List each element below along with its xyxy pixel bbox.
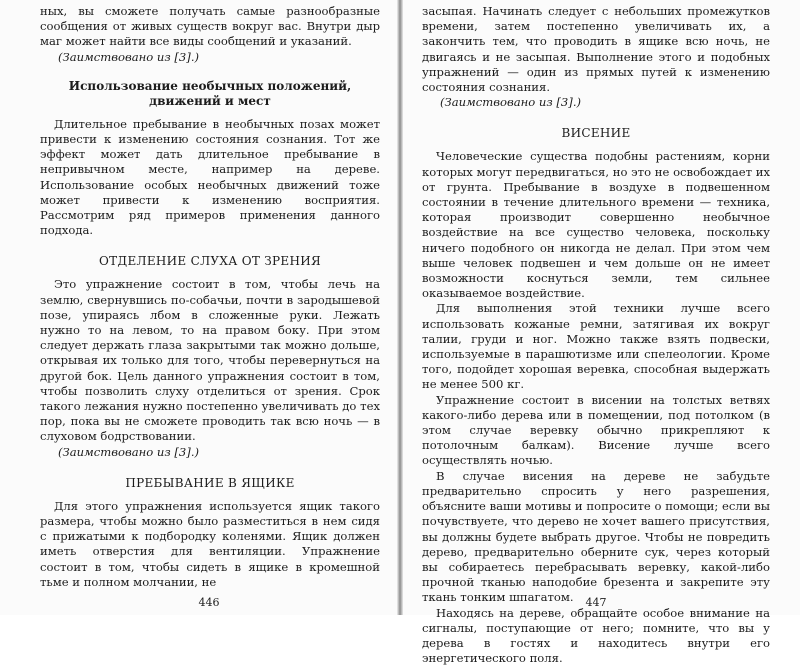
paragraph: В случае висения на дереве не забудьте предварительно спросить у него разрешения, объясните ваши мотивы и попросите о помощи; если вы почувствуете, что дерево не хочет вашего присутствия, вы должны будете выбрать другое. Чтобы не повредить дерево, предварительно оберните сук, через который вы собираетесь перебрасывать веревку, какой-либо прочной тканью наподобие брезента и закрепите эту ткань тонким шпагатом. — [422, 468, 770, 605]
paragraph: Находясь на дереве, обращайте особое внимание на сигналы, поступающие от него; помните, что вы у дерева в гостях и находитесь внутри его энергетического поля. — [422, 605, 770, 666]
paragraph: засыпая. Начинать следует с небольших промежутков времени, затем постепенно увеличивать их, а закончить тем, что проводить в ящике всю ночь, не двигаясь и не засыпая. Выполнение этого и подобных упражнений — один из прямых путей к изменению состояния сознания. — [422, 4, 770, 95]
subsection-heading: ПРЕБЫВАНИЕ В ЯЩИКЕ — [125, 475, 295, 490]
page-number: 447 — [585, 596, 607, 609]
citation: (Заимствовано из [3].) — [58, 49, 200, 64]
paragraph: Для этого упражнения используется ящик такого размера, чтобы можно было разместиться в нем сидя с прижатыми к подбородку коленями. Ящик должен иметь отверстия для вентиляции. Упражнение состоит в том, чтобы сидеть в ящике в кромешной тьме и полном молчании, не — [40, 498, 380, 589]
right-page — [402, 0, 800, 666]
paragraph: ных, вы сможете получать самые разнообразные сообщения от живых существ вокруг вас. Внутри дыр маг может найти все виды сообщений и указаний. — [40, 4, 380, 49]
citation: (Заимствовано из [3].) — [58, 444, 200, 459]
paragraph: Длительное пребывание в необычных позах может привести к изменению состояния сознания. Тот же эффект может дать длительное пребывание в непривычном месте, например на дереве. Использование особых необычных движений тоже может привести к изменению восприятия. Рассмотрим ряд примеров применения данного подхода. — [40, 116, 380, 238]
left-page — [0, 0, 398, 615]
section-heading — [40, 79, 380, 109]
subsection-heading: ВИСЕНИЕ — [561, 126, 631, 141]
citation: (Заимствовано из [3].) — [440, 95, 582, 110]
paragraph: Это упражнение состоит в том, чтобы лечь на землю, свернувшись по-собачьи, почти в зародышевой позе, упираясь лбом в сложенные руки. Лежать нужно то на левом, то на правом боку. При этом следует держать глаза закрытыми так можно дольше, открывая их только для того, чтобы перевернуться на другой бок. Цель данного упражнения состоит в том, чтобы позволить слуху отделиться от зрения. Срок такого лежания нужно постепенно увеличивать до тех пор, пока вы не сможете проводить так всю ночь — в слуховом бодрствовании. — [40, 277, 380, 444]
section-heading-line: Использование необычных положений, — [68, 78, 352, 93]
paragraph: Человеческие существа подобны растениям, корни которых могут передвигаться, но это не освобождает их от грунта. Пребывание в воздухе в подвешенном состоянии в течение длительного времени — техника, которая производит совершенно необычное воздействие на все существо человека, поскольку ничего подобного он никогда не делал. При этом чем выше человек подвешен и чем дольше он не имеет возможности коснуться земли, тем сильнее оказываемое воздействие. — [422, 149, 770, 301]
paragraph: Для выполнения этой техники лучше всего использовать кожаные ремни, затягивая их вокруг талии, груди и ног. Можно также взять подвески, используемые в парашютизме или спелеологии. Кроме того, подойдет хорошая веревка, способная выдержать не менее 500 кг. — [422, 301, 770, 392]
subsection-heading: ОТДЕЛЕНИЕ СЛУХА ОТ ЗРЕНИЯ — [98, 254, 322, 269]
page-number: 446 — [198, 596, 220, 609]
section-heading-line: движений и мест — [149, 93, 271, 108]
paragraph: Упражнение состоит в висении на толстых ветвях какого-либо дерева или в помещении, под потолком (в этом случае веревку обычно прикрепляют к потолочным балкам). Висение лучше всего осуществлять ночью. — [422, 392, 770, 468]
